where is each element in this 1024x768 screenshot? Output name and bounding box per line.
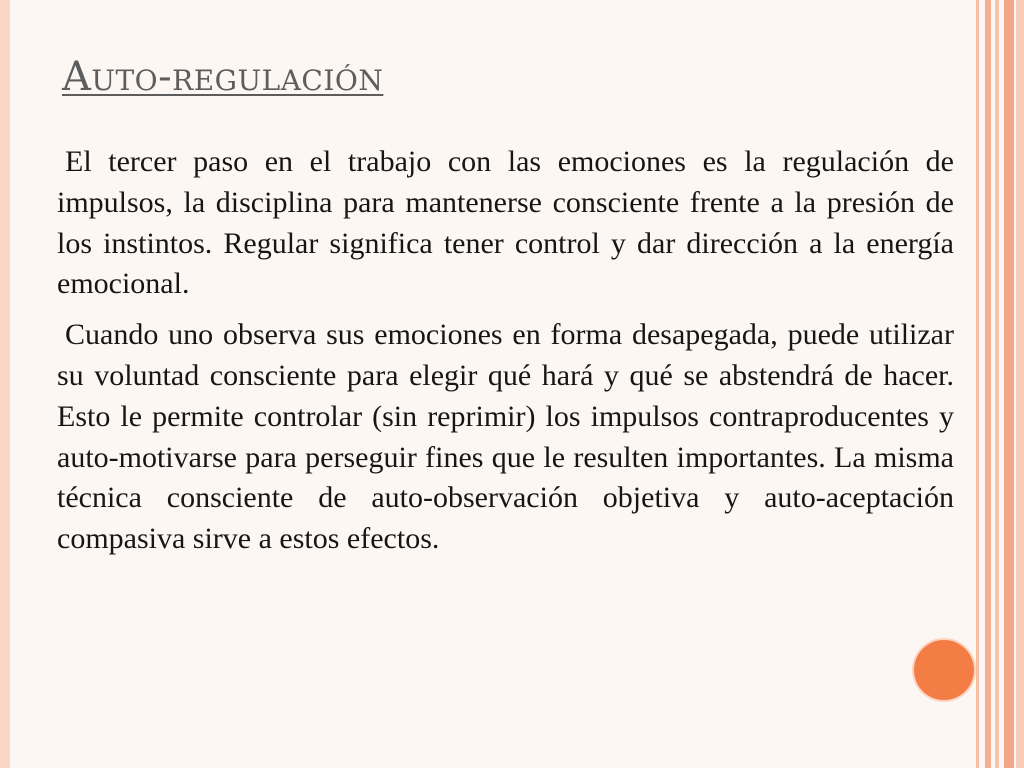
orange-circle-decoration <box>914 640 974 700</box>
paragraph-2: Cuando uno observa sus emociones en forma desapegada, puede utilizar su voluntad consciente para elegir qué hará y qué se abstendrá de hacer. Esto le permite controlar (sin reprimir) los impulsos contraproducentes y auto-motivarse para perseguir fines que le resulten importantes. La misma técnica consciente de auto-observación objetiva y auto-aceptación compasiva sirve a estos efectos. <box>57 318 954 556</box>
slide-body <box>57 142 954 560</box>
right-stripe-decoration <box>1016 0 1024 768</box>
left-border-decoration <box>0 0 10 768</box>
right-stripe-decoration <box>985 0 991 768</box>
slide-title: Auto-regulación <box>62 54 384 100</box>
paragraph-1: El tercer paso en el trabajo con las emociones es la regulación de impulsos, la disciplina para mantenerse consciente frente a la presión de los instintos. Regular significa tener control y dar dirección a la energía emocional. <box>57 145 954 301</box>
right-stripe-decoration <box>995 0 999 768</box>
right-stripe-decoration <box>1004 0 1014 768</box>
right-stripe-decoration <box>976 0 979 768</box>
